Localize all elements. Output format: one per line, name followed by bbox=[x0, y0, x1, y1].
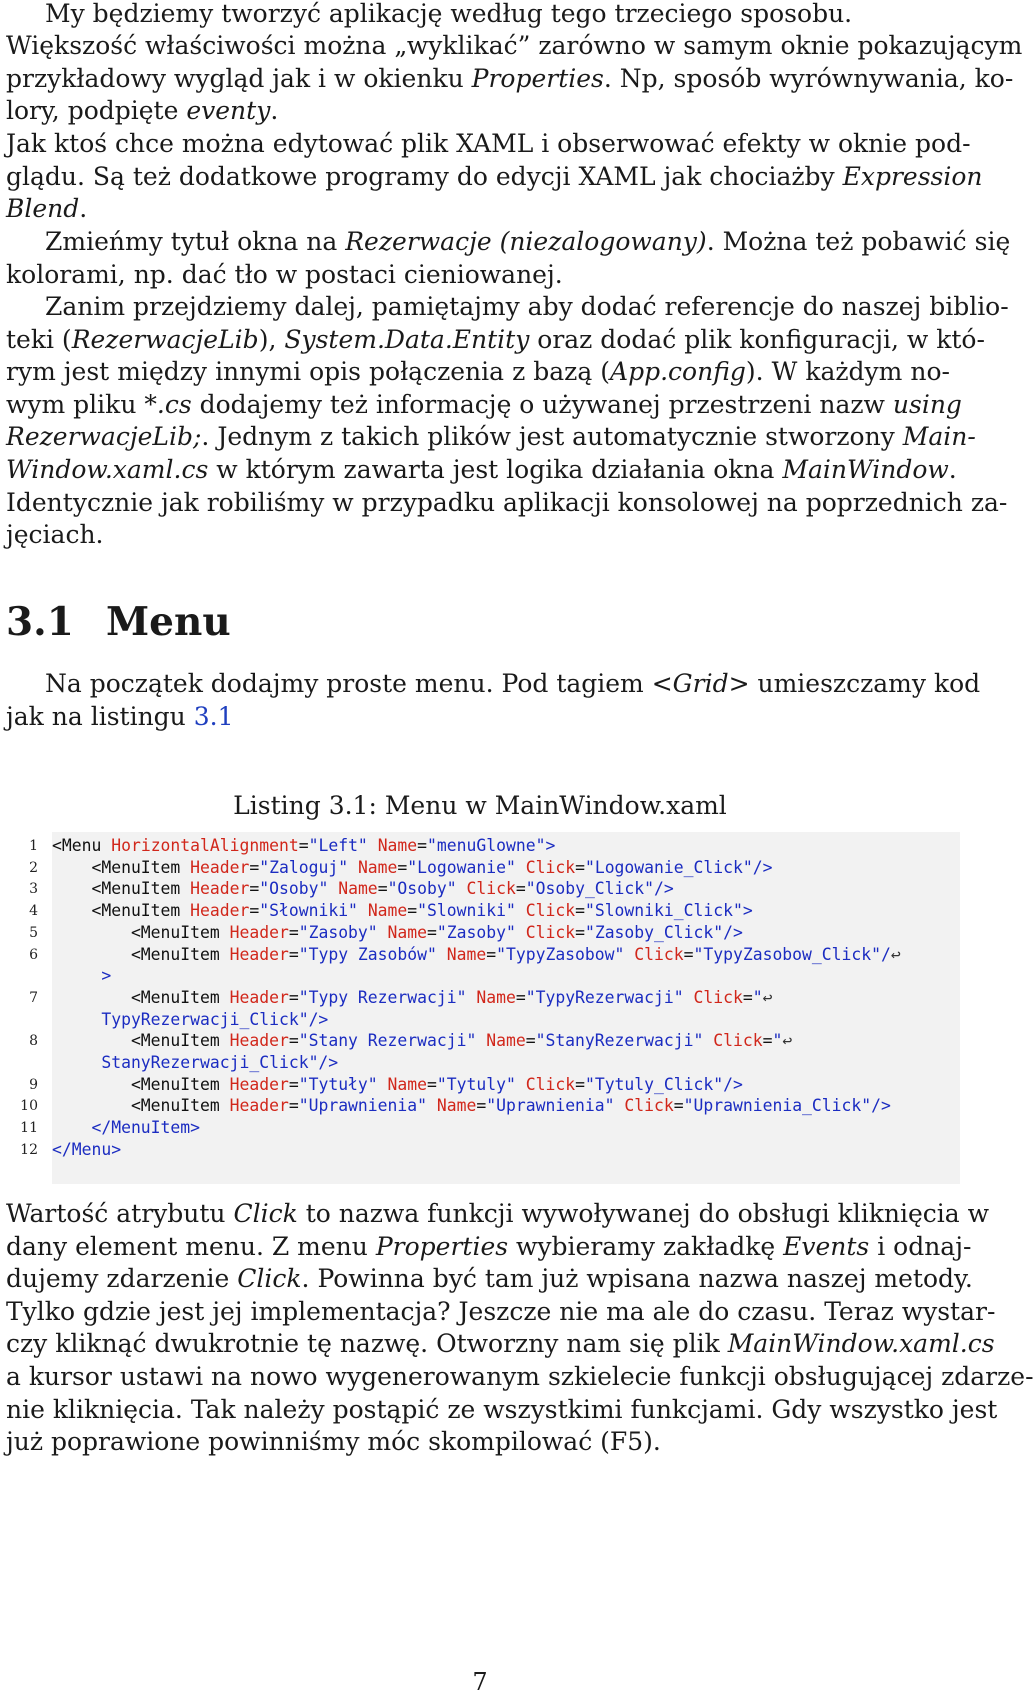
code-line bbox=[52, 1095, 891, 1117]
code-token: "Zasoby_Click" bbox=[584, 922, 724, 942]
code-line-number: 3 bbox=[29, 881, 38, 898]
code-token bbox=[437, 945, 447, 964]
code-token: = bbox=[288, 1074, 299, 1094]
code-token: StanyRezerwacji_Click"/> bbox=[52, 1053, 339, 1072]
code-line-number: 6 bbox=[29, 946, 38, 963]
code-line-number: 10 bbox=[20, 1098, 38, 1115]
paragraph-window-title bbox=[6, 226, 1011, 291]
code-token: > bbox=[742, 901, 753, 921]
code-token: = bbox=[288, 944, 299, 964]
text-line: Blend. bbox=[6, 194, 88, 224]
code-line bbox=[52, 1030, 792, 1052]
code-token: "Osoby" bbox=[387, 879, 457, 899]
text-line: My będziemy tworzyć aplikację według tego trzeciego sposobu. bbox=[45, 0, 853, 28]
code-token: "Tytuly" bbox=[436, 1074, 516, 1094]
code-token: "Typy Zasobów" bbox=[298, 944, 437, 964]
code-token: "Uprawnienia" bbox=[486, 1096, 615, 1116]
code-token bbox=[476, 1031, 486, 1050]
code-line bbox=[52, 1074, 743, 1096]
code-token: " bbox=[752, 987, 763, 1007]
text-line: dany element menu. Z menu Properties wybieramy zakładkę Events i odnaj- bbox=[6, 1231, 972, 1261]
text-line: teki (RezerwacjeLib), System.Data.Entity oraz dodać plik konfiguracji, w któ- bbox=[6, 324, 985, 354]
code-token: <MenuItem bbox=[52, 922, 230, 942]
text-line: Większość właściwości można „wyklikać” zarówno w samym oknie pokazującym bbox=[6, 31, 1023, 60]
code-token: = bbox=[397, 857, 408, 877]
code-token: Name bbox=[387, 922, 428, 942]
code-token: Header bbox=[229, 1031, 289, 1051]
text-line: Na początek dodajmy proste menu. Pod tagiem <Grid> umieszczamy kod bbox=[45, 669, 981, 698]
code-token: = bbox=[673, 1096, 684, 1116]
text-line: dujemy zdarzenie Click. Powinna być tam już wpisana nazwa naszej metody. bbox=[6, 1264, 973, 1294]
text-line: Identycznie jak robiliśmy w przypadku aplikacji konsolowej na poprzednich za- bbox=[6, 487, 1008, 517]
code-token bbox=[348, 858, 358, 877]
code-line bbox=[52, 900, 753, 922]
text-line: przykładowy wygląd jak i w okienku Properties. Np, sposób wyrównywania, ko- bbox=[6, 63, 1014, 93]
code-token: Click bbox=[713, 1031, 763, 1051]
code-token: = bbox=[742, 987, 753, 1007]
paragraph-click-attribute bbox=[6, 1198, 1034, 1459]
code-token: Click bbox=[466, 879, 516, 899]
code-token: Header bbox=[229, 1074, 289, 1094]
code-token: = bbox=[417, 836, 428, 855]
code-token: <MenuItem bbox=[52, 987, 230, 1007]
text-line: jęciach. bbox=[6, 520, 104, 550]
code-token bbox=[615, 1096, 625, 1115]
code-line bbox=[52, 944, 901, 966]
paragraph-references bbox=[6, 291, 1009, 552]
code-token: Click bbox=[525, 922, 576, 942]
code-token: "menuGlowne" bbox=[427, 836, 546, 855]
code-token: Name bbox=[387, 1074, 428, 1094]
code-line-number: 12 bbox=[20, 1141, 38, 1158]
code-token: = bbox=[575, 1074, 585, 1094]
text-line: a kursor ustawi na nowo wygenerowanym szkielecie funkcji obsługującej zdarze- bbox=[6, 1361, 1034, 1391]
code-token: "Osoby_Click" bbox=[525, 879, 655, 899]
text-line: lory, podpięte eventy. bbox=[6, 96, 279, 126]
code-token: Name bbox=[338, 879, 378, 899]
code-token bbox=[466, 988, 476, 1007]
code-token bbox=[378, 923, 388, 942]
code-token: Header bbox=[229, 922, 289, 942]
paragraph-intro bbox=[6, 0, 950, 31]
code-token bbox=[703, 1031, 713, 1050]
code-token: "Typy Rezerwacji" bbox=[298, 987, 467, 1007]
code-token: Header bbox=[190, 857, 250, 877]
code-token: = bbox=[762, 1031, 773, 1051]
text-line: Zanim przejdziemy dalej, pamiętajmy aby dodać referencje do naszej biblio- bbox=[45, 292, 1009, 321]
text-line: już poprawione powinniśmy móc skompilować (F5). bbox=[6, 1427, 661, 1457]
listing-reference-link[interactable]: 3.1 bbox=[193, 701, 234, 731]
text-line: Window.xaml.cs w którym zawarta jest logika działania okna MainWindow. bbox=[6, 454, 957, 484]
code-token: <MenuItem bbox=[52, 1031, 230, 1051]
code-token: Name bbox=[357, 857, 398, 877]
code-token: > bbox=[545, 836, 556, 855]
text-line: Tylko gdzie jest jej implementacja? Jeszcze nie ma ale do czasu. Teraz wystar- bbox=[6, 1296, 996, 1326]
code-token: <MenuItem bbox=[52, 1074, 230, 1094]
code-line-number: 1 bbox=[29, 838, 38, 854]
code-token: "Logowanie_Click" bbox=[584, 857, 753, 877]
code-token: "TypyRezerwacji" bbox=[525, 987, 684, 1007]
text-line: jak na listingu 3.1 bbox=[6, 701, 234, 731]
page-number: 7 bbox=[472, 1668, 488, 1696]
code-token: "Osoby" bbox=[259, 879, 329, 899]
code-token: "Zaloguj" bbox=[259, 857, 349, 877]
code-token: Header bbox=[229, 944, 289, 964]
code-token: = bbox=[427, 922, 437, 942]
code-token: = bbox=[476, 1096, 487, 1116]
text-line: wym pliku *.cs dodajemy też informację o używanej przestrzeni nazw using bbox=[6, 389, 962, 419]
code-token: = bbox=[249, 901, 260, 921]
code-token: = bbox=[288, 1031, 299, 1051]
code-token: "Slowniki" bbox=[417, 901, 516, 921]
paragraph-properties bbox=[6, 30, 1023, 128]
code-line bbox=[52, 878, 674, 900]
text-line: Zmieńmy tytuł okna na Rezerwacje (niezalogowany). Można też pobawić się bbox=[45, 227, 1011, 256]
code-token: "Zasoby" bbox=[436, 922, 516, 942]
code-token: "Stany Rezerwacji" bbox=[298, 1031, 477, 1051]
code-line-number: 2 bbox=[29, 859, 38, 876]
code-token: = bbox=[298, 836, 309, 855]
code-token: TypyRezerwacji_Click"/> bbox=[52, 1009, 329, 1029]
text-line: kolorami, np. dać tło w postaci cieniowanej. bbox=[6, 259, 563, 289]
code-token: Header bbox=[190, 879, 250, 899]
code-line bbox=[52, 965, 111, 987]
code-line bbox=[52, 857, 772, 879]
code-token: "Słowniki" bbox=[259, 901, 358, 921]
code-token: = bbox=[575, 901, 585, 921]
code-line-number: 4 bbox=[29, 903, 38, 920]
code-token: "TypyZasobow_Click"/ bbox=[693, 944, 891, 964]
code-token: "Slowniki_Click" bbox=[584, 901, 743, 921]
code-token: = bbox=[515, 987, 526, 1007]
text-line: rym jest między innymi opis połączenia z bazą (App.config). W każdym no- bbox=[6, 357, 950, 387]
code-token: "TypyZasobow" bbox=[496, 944, 625, 964]
code-token: = bbox=[288, 922, 299, 942]
paragraph-xaml-editing bbox=[6, 128, 983, 226]
code-token: /> bbox=[871, 1096, 891, 1116]
code-line bbox=[52, 1139, 121, 1161]
code-token: <Menu bbox=[52, 836, 112, 855]
code-line bbox=[52, 987, 772, 1009]
code-token: Name bbox=[476, 987, 516, 1007]
code-token: Name bbox=[367, 901, 408, 921]
code-line bbox=[52, 835, 555, 857]
line-wrap-icon: ↩ bbox=[890, 944, 901, 964]
text-line: nie kliknięcia. Tak należy postąpić ze wszystkimi funkcjami. Gdy wszystko jest bbox=[6, 1394, 998, 1424]
text-line: czy kliknąć dwukrotnie tę nazwę. Otworzny nam się plik MainWindow.xaml.cs bbox=[6, 1329, 995, 1359]
code-token: Click bbox=[634, 944, 684, 964]
code-token: "Zasoby" bbox=[298, 922, 378, 942]
listing-caption: Listing 3.1: Menu w MainWindow.xaml bbox=[233, 791, 727, 820]
code-token: = bbox=[249, 879, 260, 899]
code-token: = bbox=[377, 879, 388, 899]
code-token bbox=[457, 879, 467, 898]
code-token: = bbox=[249, 857, 260, 877]
text-line: Jak ktoś chce można edytować plik XAML i obserwować efekty w oknie pod- bbox=[6, 129, 971, 158]
code-token: = bbox=[288, 1096, 299, 1116]
code-token: Click bbox=[525, 857, 576, 877]
code-line-number: 11 bbox=[20, 1120, 38, 1137]
code-token: /> bbox=[723, 922, 743, 942]
code-token: = bbox=[486, 944, 497, 964]
code-token: "Tytuły" bbox=[298, 1074, 378, 1094]
code-token: = bbox=[575, 922, 585, 942]
code-token: Name bbox=[446, 944, 487, 964]
code-token: Header bbox=[229, 1096, 289, 1116]
paragraph-menu-intro bbox=[6, 668, 981, 733]
line-wrap-icon: ↩ bbox=[762, 987, 773, 1007]
code-token: "Tytuly_Click" bbox=[584, 1074, 724, 1094]
code-line-number: 5 bbox=[29, 924, 38, 941]
code-token bbox=[516, 1075, 526, 1094]
code-token: "Uprawnienia_Click" bbox=[683, 1096, 872, 1116]
section-number: 3.1 bbox=[6, 599, 74, 645]
code-line-number: 7 bbox=[29, 989, 38, 1006]
code-line-number: 8 bbox=[29, 1033, 38, 1050]
code-token bbox=[328, 879, 338, 898]
code-token: Name bbox=[377, 836, 418, 855]
code-token: Click bbox=[525, 1074, 576, 1094]
code-token: Name bbox=[486, 1031, 526, 1051]
text-line: glądu. Są też dodatkowe programy do edycji XAML jak chociażby Expression bbox=[6, 161, 983, 191]
code-line bbox=[52, 1009, 328, 1031]
code-token: Header bbox=[190, 901, 250, 921]
code-token: </Menu> bbox=[52, 1139, 122, 1159]
code-token: "Logowanie" bbox=[407, 857, 516, 877]
code-token: "StanyRezerwacji" bbox=[535, 1031, 704, 1051]
code-line bbox=[52, 922, 743, 944]
code-token: Header bbox=[229, 987, 289, 1007]
line-wrap-icon: ↩ bbox=[782, 1031, 793, 1051]
code-token: <MenuItem bbox=[52, 879, 191, 899]
code-token: <MenuItem bbox=[52, 901, 191, 921]
code-token: /> bbox=[723, 1074, 743, 1094]
code-token bbox=[368, 836, 378, 855]
code-token bbox=[684, 988, 694, 1007]
code-token: /> bbox=[752, 857, 773, 877]
code-token: = bbox=[525, 1031, 536, 1051]
code-token: = bbox=[407, 901, 418, 921]
code-token: = bbox=[575, 857, 585, 877]
code-line bbox=[52, 1117, 200, 1139]
code-token bbox=[624, 945, 634, 964]
code-token: Click bbox=[693, 987, 743, 1007]
code-token: /> bbox=[654, 879, 674, 899]
code-token: Click bbox=[624, 1096, 674, 1116]
code-token bbox=[358, 901, 368, 920]
code-token: = bbox=[288, 987, 299, 1007]
code-token: "Left" bbox=[308, 836, 368, 855]
section-title: Menu bbox=[106, 599, 231, 645]
code-token bbox=[516, 923, 526, 942]
section-heading bbox=[6, 598, 231, 646]
code-token: > bbox=[52, 966, 112, 986]
code-token bbox=[516, 901, 526, 920]
code-token: = bbox=[683, 944, 694, 964]
code-token bbox=[378, 1075, 388, 1094]
code-line bbox=[52, 1052, 338, 1074]
code-token: = bbox=[515, 879, 526, 899]
code-token bbox=[516, 858, 526, 877]
code-token: <MenuItem bbox=[52, 944, 230, 964]
text-line: RezerwacjeLib;. Jednym z takich plików jest automatycznie stworzony Main- bbox=[6, 422, 976, 452]
code-token: = bbox=[427, 1074, 437, 1094]
code-token: "Uprawnienia" bbox=[298, 1096, 428, 1116]
code-token: </MenuItem> bbox=[52, 1118, 201, 1138]
code-token: Click bbox=[525, 901, 576, 921]
code-token: HorizontalAlignment bbox=[111, 836, 299, 855]
code-token: <MenuItem bbox=[52, 857, 191, 877]
code-line-number: 9 bbox=[29, 1076, 38, 1093]
code-token bbox=[427, 1096, 437, 1115]
code-token: Name bbox=[436, 1096, 477, 1116]
text-line: Wartość atrybutu Click to nazwa funkcji wywoływanej do obsługi kliknięcia w bbox=[6, 1199, 990, 1228]
code-token: <MenuItem bbox=[52, 1096, 230, 1116]
code-token: " bbox=[772, 1031, 783, 1051]
